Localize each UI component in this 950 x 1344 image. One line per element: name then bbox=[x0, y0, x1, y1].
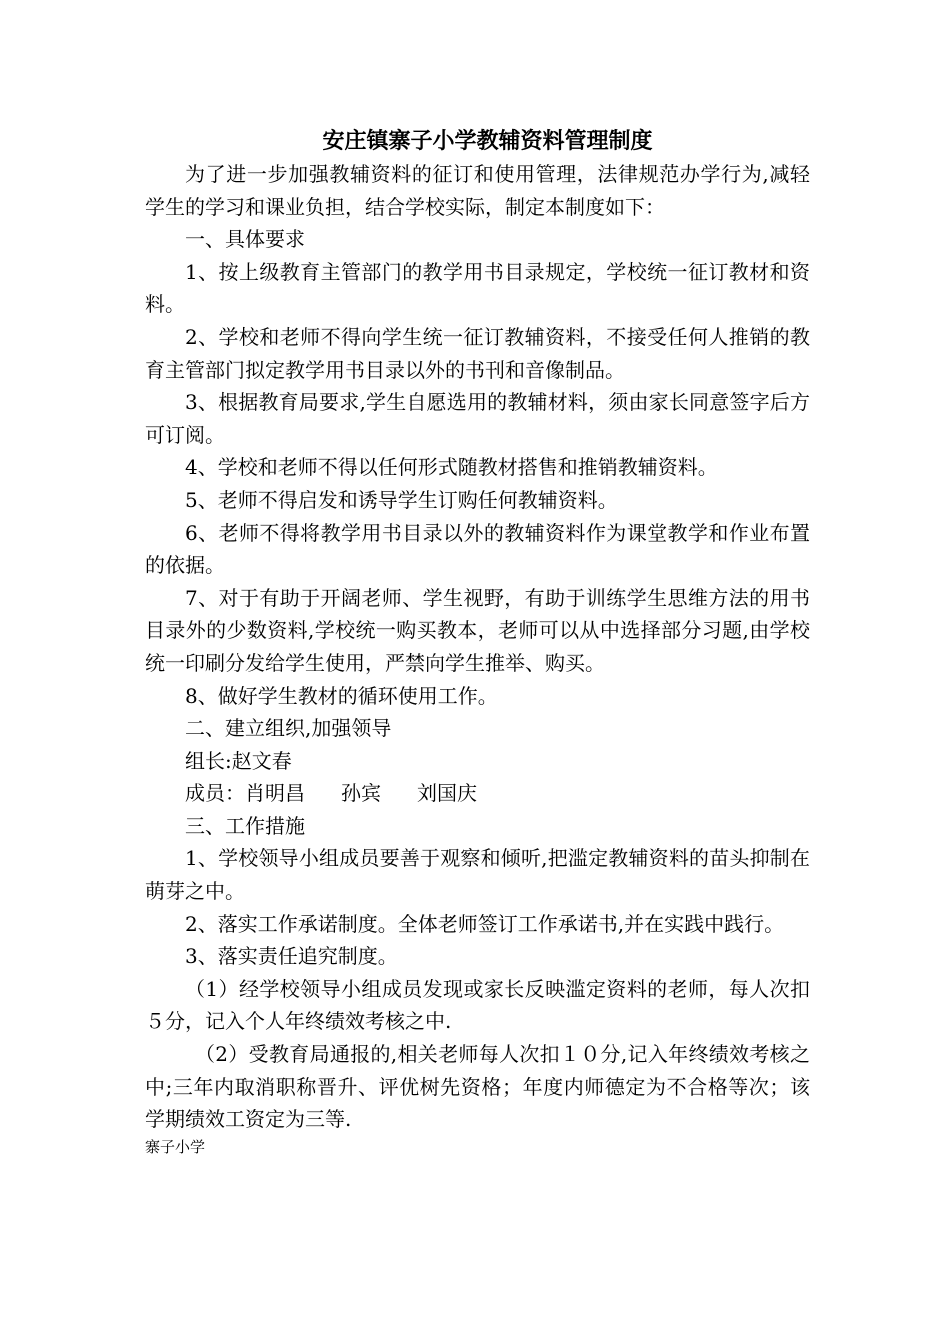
document-title: 安庄镇寨子小学教辅资料管理制度 bbox=[322, 128, 653, 154]
member-2: 孙宾 bbox=[341, 781, 381, 806]
measure-3: 3、落实责任追究制度。 bbox=[185, 944, 398, 969]
measure-2: 2、落实工作承诺制度。全体老师签订工作承诺书,并在实践中践行。 bbox=[185, 911, 785, 936]
leader-line: 组长:赵文春 bbox=[185, 748, 292, 773]
requirement-1: 1、按上级教育主管部门的教学用书目录规定，学校统一征订教材和资料。 bbox=[145, 259, 810, 317]
section-heading-3: 三、工作措施 bbox=[185, 813, 305, 838]
requirement-8: 8、做好学生教材的循环使用工作。 bbox=[185, 683, 498, 708]
measure-3-item-1: （1）经学校领导小组成员发现或家长反映滥定资料的老师，每人次扣５分，记入个人年终绩效考核之中. bbox=[145, 976, 810, 1034]
intro-paragraph: 为了进一步加强教辅资料的征订和使用管理，法律规范办学行为,减轻学生的学习和课业负担，结合学校实际，制定本制度如下： bbox=[145, 162, 810, 219]
requirement-7: 7、对于有助于开阔老师、学生视野，有助于训练学生思维方法的用书目录外的少数资料,学校统一购买教本，老师可以从中选择部分习题,由学校统一印刷分发给学生使用，严禁向学生推举、购买。 bbox=[145, 585, 810, 675]
section-heading-1: 一、具体要求 bbox=[185, 227, 305, 252]
document-page bbox=[145, 124, 810, 1158]
members-line bbox=[145, 777, 810, 810]
requirement-4: 4、学校和老师不得以任何形式随教材搭售和推销教辅资料。 bbox=[185, 455, 718, 480]
member-1: 成员：肖明昌 bbox=[185, 781, 305, 806]
requirement-5: 5、老师不得启发和诱导学生订购任何教辅资料。 bbox=[185, 487, 618, 512]
section-heading-2: 二、建立组织,加强领导 bbox=[185, 716, 392, 741]
requirement-3: 3、根据教育局要求,学生自愿选用的教辅材料，须由家长同意签字后方可订阅。 bbox=[145, 390, 810, 447]
measure-1: 1、学校领导小组成员要善于观察和倾听,把滥定教辅资料的苗头抑制在萌芽之中。 bbox=[145, 846, 810, 904]
measure-3-item-2: （2）受教育局通报的,相关老师每人次扣１０分,记入年终绩效考核之中;三年内取消职称晋升、评优树先资格；年度内师德定为不合格等次；该学期绩效工资定为三等. bbox=[145, 1042, 810, 1132]
requirement-2: 2、学校和老师不得向学生统一征订教辅资料，不接受任何人推销的教育主管部门拟定教学用书目录以外的书刊和音像制品。 bbox=[145, 324, 810, 382]
footer-school-name: 寨子小学 bbox=[145, 1137, 206, 1156]
requirement-6: 6、老师不得将教学用书目录以外的教辅资料作为课堂教学和作业布置的依据。 bbox=[145, 520, 810, 578]
member-3: 刘国庆 bbox=[417, 781, 477, 806]
